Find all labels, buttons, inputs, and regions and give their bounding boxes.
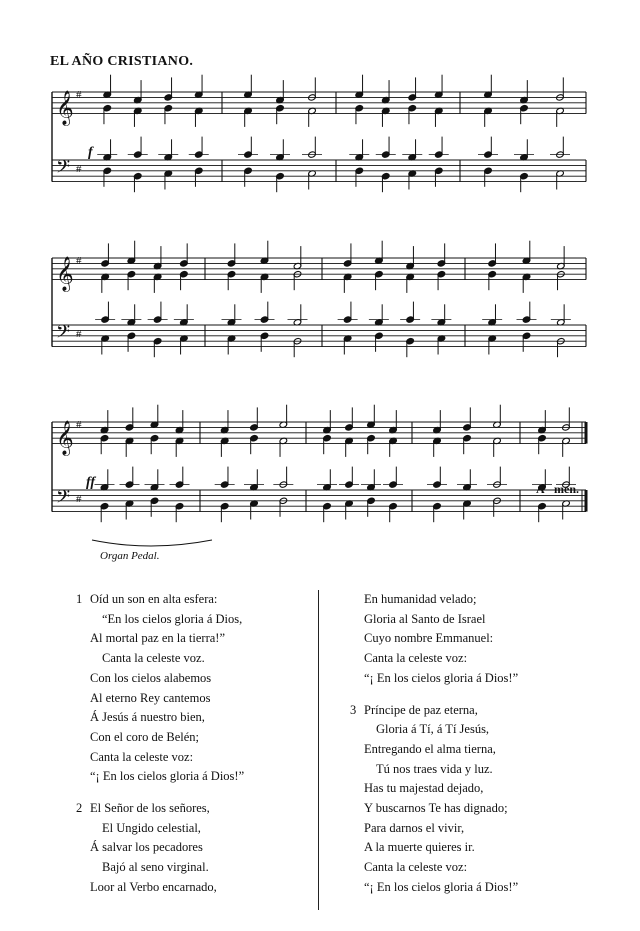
- dynamic-forte: f: [88, 145, 93, 160]
- verse-text: En humanidad velado;: [364, 592, 477, 606]
- stanza: [76, 799, 312, 898]
- verse-line: [350, 590, 590, 610]
- verse-text: Á Jesús á nuestro bien,: [90, 710, 205, 725]
- verse-line: [350, 779, 590, 799]
- key-signature-sharp: #: [76, 89, 82, 101]
- verse-line: [76, 689, 312, 709]
- verse-text: A la muerte quieres ir.: [364, 840, 475, 855]
- verse-text: Canta la celeste voz.: [102, 651, 205, 666]
- verse-line: [350, 838, 590, 858]
- verse-line: [76, 590, 312, 610]
- score-systems: [52, 75, 586, 546]
- verse-text: El Señor de los señores,: [90, 801, 210, 816]
- verse-line: [350, 720, 590, 740]
- column-divider: [318, 590, 319, 910]
- verse-line: [76, 728, 312, 748]
- verse-line: [76, 649, 312, 669]
- verse-line: [350, 629, 590, 649]
- verse-text: Gloria á Tí, á Tí Jesús,: [376, 722, 490, 737]
- stanza: [350, 701, 590, 898]
- verse-line: [76, 629, 312, 649]
- key-signature-sharp: #: [76, 328, 82, 340]
- verse-line: [76, 838, 312, 858]
- stanza: [76, 590, 312, 787]
- verse-text: “¡ En los cielos gloria á Dios!”: [364, 670, 519, 685]
- verse-text: Con los cielos alabemos: [90, 670, 212, 685]
- verse-line: [350, 649, 590, 669]
- verse-text: Cuyo nombre Emmanuel:: [364, 631, 494, 646]
- bass-clef-icon: 𝄢: [56, 322, 71, 348]
- treble-clef-icon: 𝄞: [56, 420, 74, 456]
- bass-clef-icon: 𝄢: [56, 487, 71, 513]
- key-signature-sharp: #: [76, 493, 82, 505]
- stanza: [350, 590, 590, 689]
- verse-line: [76, 748, 312, 768]
- verse-line: [76, 819, 312, 839]
- verse-line: [350, 858, 590, 878]
- stanza-number: 1: [76, 592, 83, 606]
- verse-text: Tú nos traes vida y luz.: [376, 761, 493, 776]
- amen-label: A - men.: [536, 482, 579, 496]
- page-header: EL AÑO CRISTIANO.: [50, 54, 194, 69]
- verse-text: Con el coro de Belén;: [90, 729, 199, 744]
- verse-text: Al eterno Rey cantemos: [90, 690, 211, 705]
- verse-line: [76, 708, 312, 728]
- verse-line: [350, 878, 590, 898]
- verse-text: Canta la celeste voz:: [364, 651, 468, 666]
- verse-text: “¡ En los cielos gloria á Dios!”: [364, 879, 519, 894]
- verses-right-column: [350, 590, 590, 910]
- verse-text: Has tu majestad dejado,: [364, 781, 484, 796]
- verse-text: “En los cielos gloria á Dios,: [102, 611, 243, 626]
- verse-text: Príncipe de paz eterna,: [364, 702, 478, 717]
- verse-text: “¡ En los cielos gloria á Dios!”: [90, 769, 245, 784]
- verse-text: Á salvar los pecadores: [90, 840, 203, 855]
- verse-line: [350, 819, 590, 839]
- stanza-number: 2: [76, 801, 83, 816]
- verse-line: [76, 767, 312, 787]
- key-signature-sharp: #: [76, 255, 82, 267]
- verse-text: Canta la celeste voz:: [90, 749, 194, 764]
- dynamic-fortissimo: ff: [86, 475, 96, 490]
- bass-clef-icon: 𝄢: [56, 157, 71, 183]
- treble-clef-icon: 𝄞: [56, 90, 74, 126]
- verse-line: [76, 610, 312, 630]
- verse-line: [350, 740, 590, 760]
- stanza-number: 3: [350, 702, 357, 717]
- verse-text: Y buscarnos Te has dignado;: [364, 801, 508, 816]
- verses-left-column: [76, 590, 312, 910]
- verse-text: Bajó al seno virginal.: [102, 860, 209, 875]
- verse-line: [350, 669, 590, 689]
- verse-line: [76, 858, 312, 878]
- verse-text: Oíd un son en alta esfera:: [90, 592, 218, 606]
- verse-line: [76, 878, 312, 898]
- verse-line: [350, 610, 590, 630]
- verse-text: Loor al Verbo encarnado,: [90, 879, 217, 894]
- verse-text: El Ungido celestial,: [102, 820, 201, 835]
- verse-text: Gloria al Santo de Israel: [364, 611, 486, 626]
- organ-pedal-slur: [92, 540, 212, 546]
- verse-line: [350, 760, 590, 780]
- key-signature-sharp: #: [76, 163, 82, 175]
- verse-line: [350, 701, 590, 721]
- verse-text: Canta la celeste voz:: [364, 860, 468, 875]
- verse-text: Para darnos el vivir,: [364, 820, 465, 835]
- organ-pedal-label: Organ Pedal.: [100, 550, 160, 562]
- verse-text: Al mortal paz en la tierra!”: [90, 631, 225, 646]
- verse-line: [76, 669, 312, 689]
- verse-line: [350, 799, 590, 819]
- key-signature-sharp: #: [76, 419, 82, 431]
- verse-text: Entregando el alma tierna,: [364, 741, 496, 756]
- treble-clef-icon: 𝄞: [56, 256, 74, 292]
- verse-line: [76, 799, 312, 819]
